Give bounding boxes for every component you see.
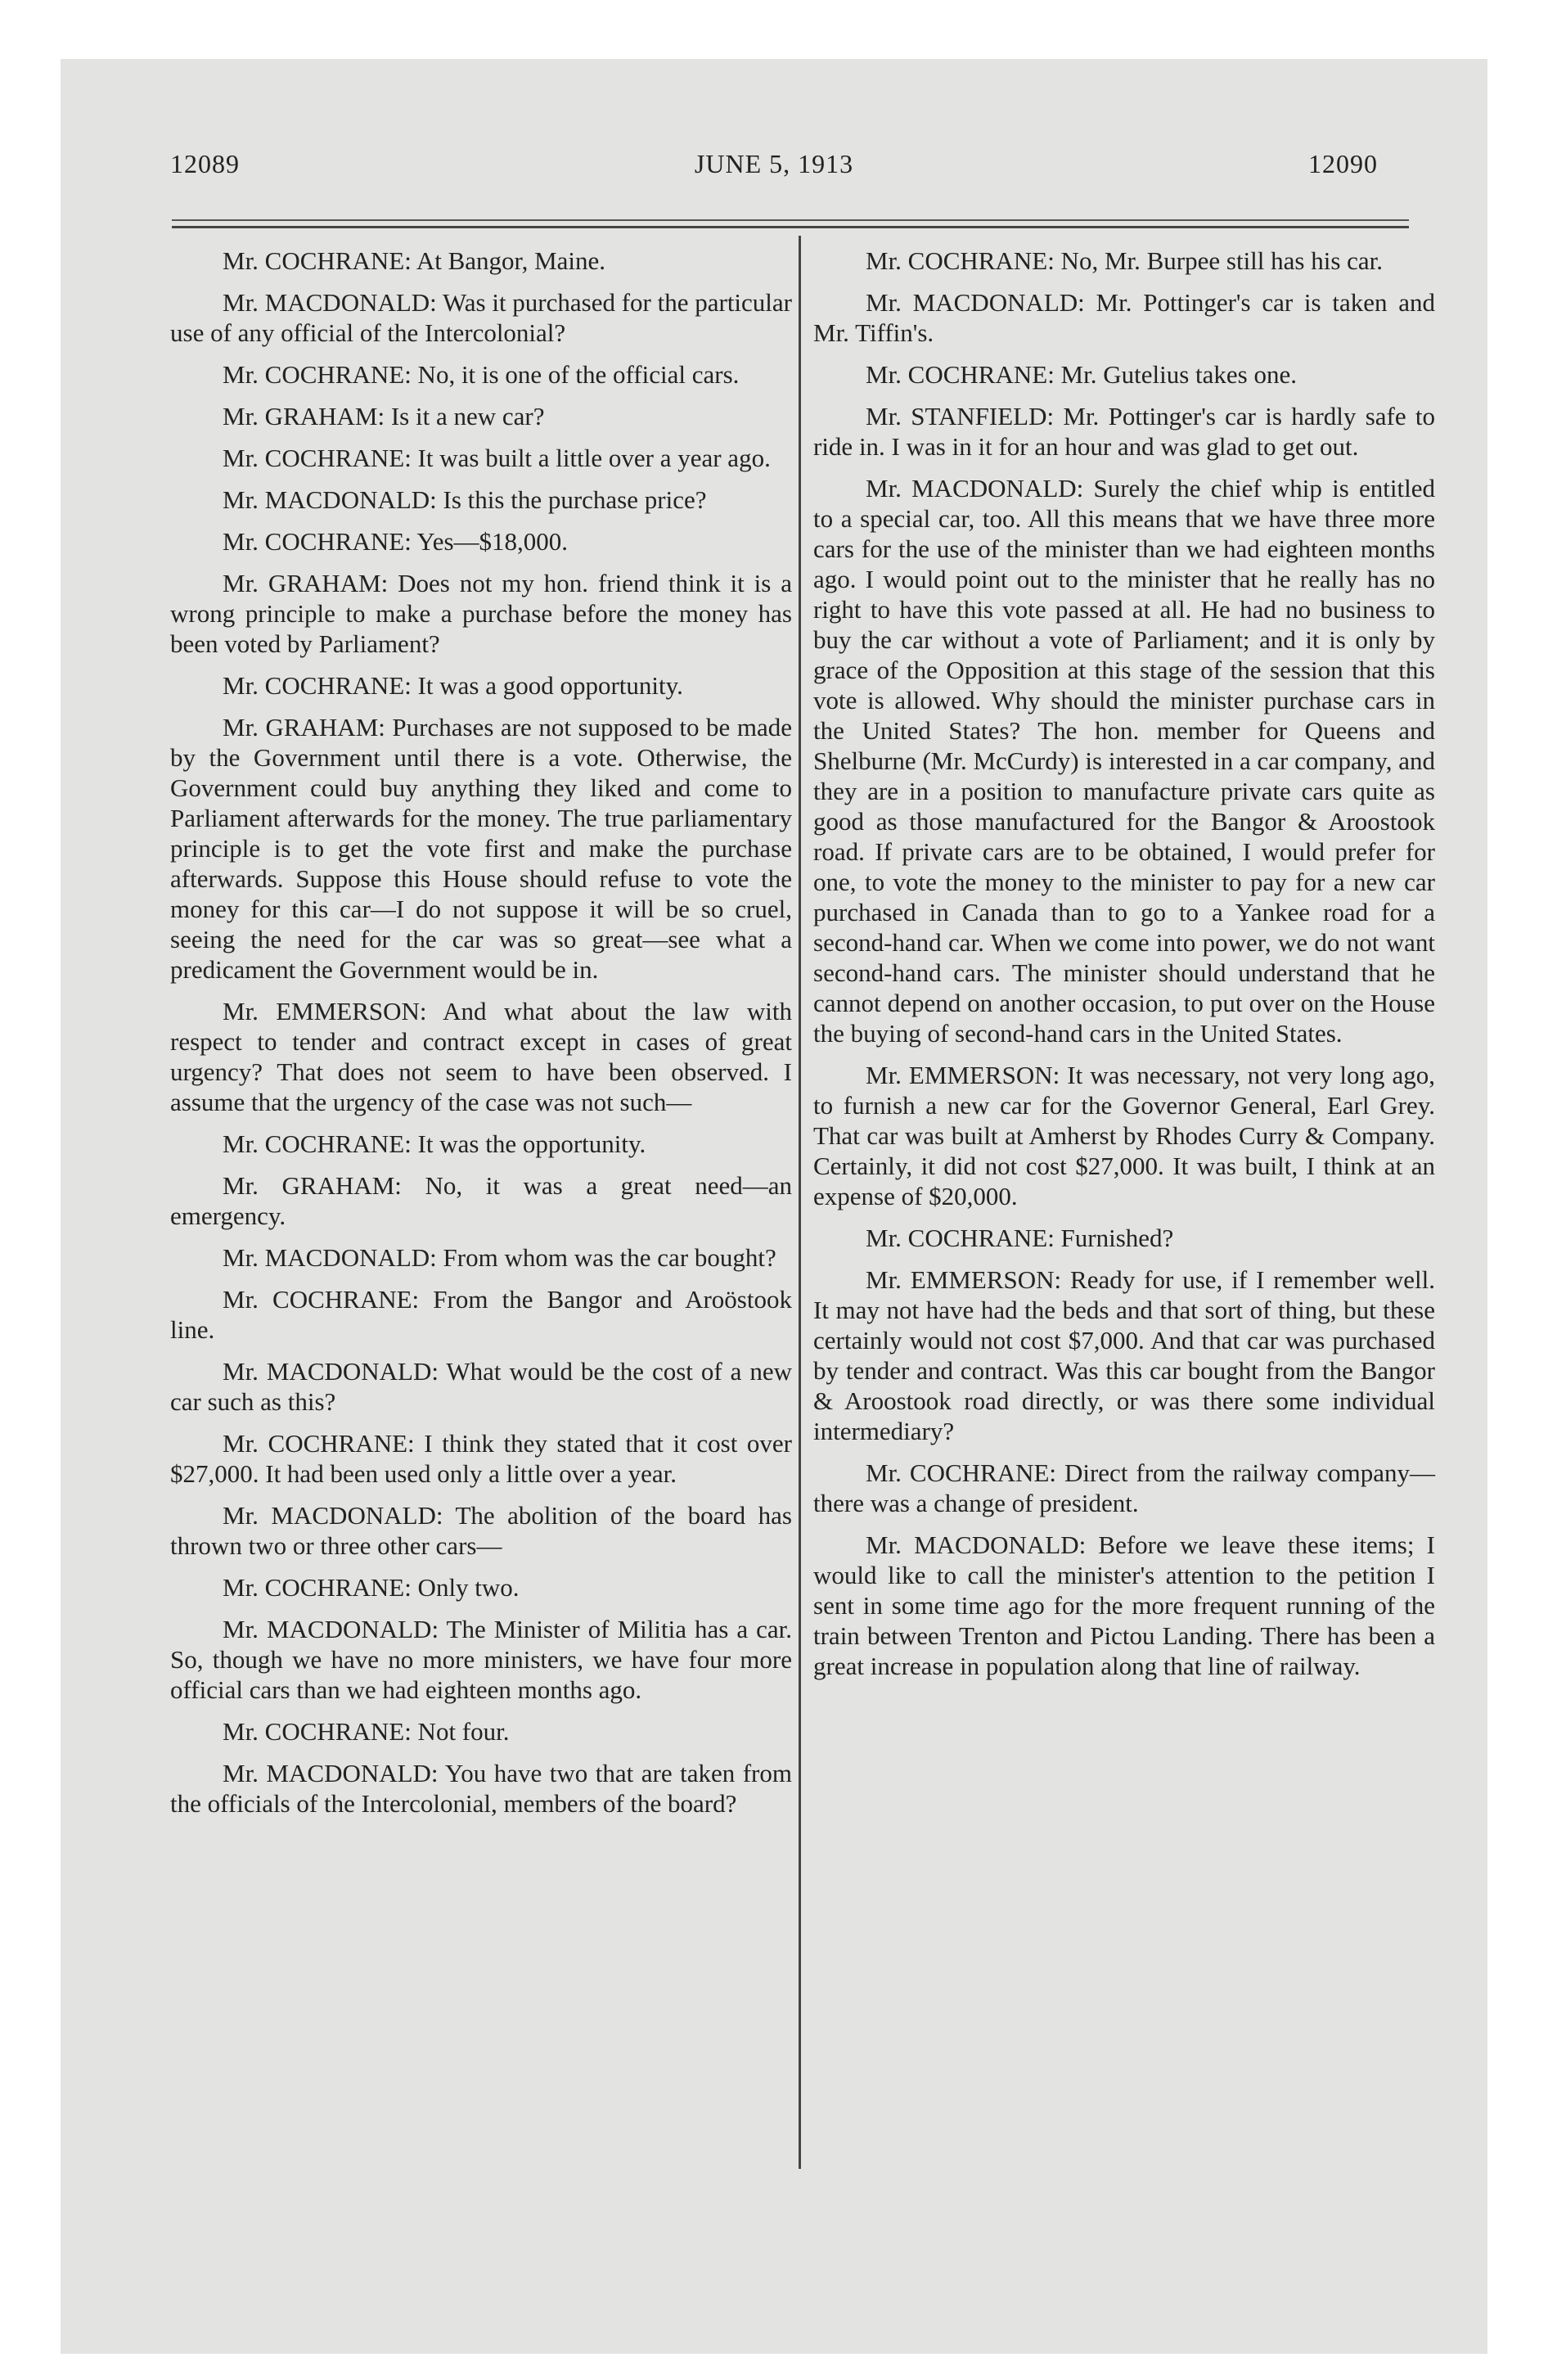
paragraph: Mr. COCHRANE: From the Bangor and Aroöstook line.: [170, 1285, 792, 1344]
paragraph: Mr. MACDONALD: Was it purchased for the particular use of any official of the Intercolonial?: [170, 288, 793, 347]
paragraph: Mr. COCHRANE: Furnished?: [866, 1224, 1174, 1252]
paragraph: Mr. COCHRANE: It was the opportunity.: [223, 1129, 646, 1158]
paragraph: Mr. MACDONALD: Surely the chief whip is entitled to a special car, too. All this means that we have three more cars for the use of the minister than we had eighteen months ago. I would point out to the minister that he really has no right to have this vote passed at all. He had no business to buy the car without a vote of Parliament; and it is only by grace of the Opposition at this stage of the session that this vote is allowed. Why should the minister purchase cars in the United States? The hon. member for Queens and Shelburne (Mr. McCurdy) is interested in a car company, and they are in a position to manufacture private cars quite as good as those manufactured for the Bangor & Aroostook road. If private cars are to be obtained, I would prefer for one, to vote the money to the minister to pay for a new car purchased in Canada than to go to a Yankee road for a second-hand car. When we come into power, we do not want second-hand cars. The minister should understand that he cannot depend on another occasion, to put over on the House the buying of second-hand cars in the United States.: [813, 474, 1435, 1048]
paragraph: Mr. COCHRANE: No, it is one of the official cars.: [223, 360, 740, 389]
paragraph: Mr. COCHRANE: It was a good opportunity.: [223, 671, 683, 700]
paragraph: Mr. EMMERSON: It was necessary, not very long ago, to furnish a new car for the Governor General, Earl Grey. That car was built at Amherst by Rhodes Curry & Company. Certainly, it did not cost $27,000. It was built, I think at an expense of $20,000.: [813, 1061, 1435, 1210]
paragraph: Mr. COCHRANE: Not four.: [223, 1717, 510, 1746]
header-rule-thin: [172, 219, 1409, 221]
running-header: [170, 149, 1378, 198]
paragraph: Mr. MACDONALD: Is this the purchase price?: [223, 485, 707, 514]
paragraph: Mr. COCHRANE: Direct from the railway company—there was a change of president.: [813, 1458, 1435, 1517]
paragraph: Mr. COCHRANE: It was built a little over a year ago.: [223, 444, 771, 472]
column-divider: [799, 236, 801, 2169]
header-date: JUNE 5, 1913: [694, 149, 854, 178]
paragraph: Mr. COCHRANE: Only two.: [223, 1573, 520, 1602]
paragraph: Mr. COCHRANE: At Bangor, Maine.: [223, 246, 606, 275]
paragraph: Mr. MACDONALD: Mr. Pottinger's car is taken and Mr. Tiffin's.: [813, 288, 1435, 347]
left-column: [170, 246, 792, 1830]
paragraph: Mr. EMMERSON: Ready for use, if I remember well. It may not have had the beds and that sort of thing, but these certainly would not cost $7,000. And that car was purchased by tender and contract. Was this car bought from the Bangor & Aroostook road directly, or was there some individual intermediary?: [813, 1265, 1435, 1445]
paragraph: Mr. COCHRANE: Mr. Gutelius takes one.: [866, 360, 1297, 389]
paragraph: Mr. MACDONALD: Before we leave these items; I would like to call the minister's attention to the petition I sent in some time ago for the more frequent running of the train between Trenton and Pictou Landing. There has been a great increase in population along that line of railway.: [813, 1530, 1435, 1680]
paragraph: Mr. MACDONALD: What would be the cost of a new car such as this?: [170, 1357, 792, 1416]
paragraph: Mr. GRAHAM: Purchases are not supposed to be made by the Government until there is a vote. Otherwise, the Government could buy anything they liked and come to Parliament afterwards for the money. The true parliamentary principle is to get the vote first and make the purchase afterwards. Suppose this House should refuse to vote the money for this car—I do not suppose it will be so cruel, seeing the need for the car was so great—see what a predicament the Government would be in.: [170, 713, 792, 984]
paragraph: Mr. COCHRANE: No, Mr. Burpee still has his car.: [866, 246, 1384, 275]
paragraph: Mr. COCHRANE: I think they stated that it cost over $27,000. It had been used only a little over a year.: [170, 1429, 792, 1488]
paragraph: Mr. MACDONALD: From whom was the car bought?: [223, 1243, 776, 1272]
page-number-left: 12089: [170, 149, 240, 178]
paragraph: Mr. MACDONALD: You have two that are taken from the officials of the Intercolonial, members of the board?: [170, 1759, 792, 1818]
paragraph: Mr. GRAHAM: Does not my hon. friend think it is a wrong principle to make a purchase before the money has been voted by Parliament?: [170, 569, 792, 658]
right-column: [813, 246, 1435, 1693]
paragraph: Mr. COCHRANE: Yes—$18,000.: [223, 527, 569, 556]
paragraph: Mr. GRAHAM: No, it was a great need—an emergency.: [170, 1171, 792, 1230]
paragraph: Mr. STANFIELD: Mr. Pottinger's car is hardly safe to ride in. I was in it for an hour and was glad to get out.: [813, 402, 1435, 461]
page-number-right: 12090: [1308, 149, 1378, 178]
paragraph: Mr. MACDONALD: The Minister of Militia has a car. So, though we have no more ministers, we have four more official cars than we had eighteen months ago.: [170, 1615, 792, 1704]
paragraph: Mr. MACDONALD: The abolition of the board has thrown two or three other cars—: [170, 1501, 792, 1560]
paragraph: Mr. EMMERSON: And what about the law with respect to tender and contract except in cases of great urgency? That does not seem to have been observed. I assume that the urgency of the case was not such—: [170, 997, 792, 1116]
paragraph: Mr. GRAHAM: Is it a new car?: [223, 402, 545, 430]
header-rule-thick: [172, 226, 1409, 228]
